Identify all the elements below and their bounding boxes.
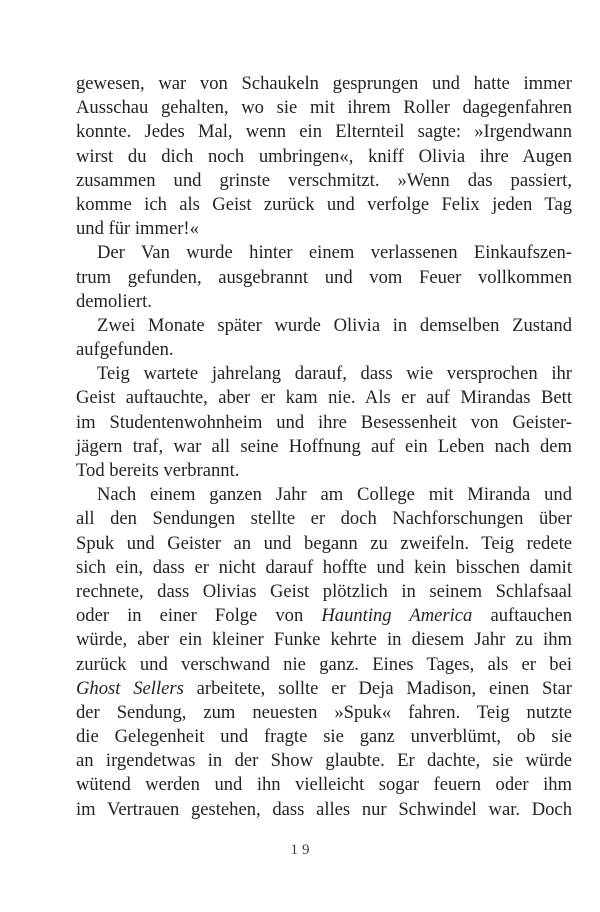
text-segment: all den Sendungen stellte er doch Nachforschungen über xyxy=(76,508,572,530)
text-segment: rechnete, dass Olivias Geist plötzlich in seinem Schlafsaal xyxy=(76,580,572,602)
text-line xyxy=(76,532,572,556)
text-segment: im Vertrauen gestehen, dass alles nur Schwindel war. Doch xyxy=(76,798,572,820)
text-line xyxy=(76,120,572,144)
text-segment: gewesen, war von Schaukeln gesprungen und hatte immer xyxy=(76,73,572,94)
text-line xyxy=(76,483,572,507)
text-line xyxy=(76,411,572,435)
page-number: 19 xyxy=(290,842,314,858)
text-line xyxy=(76,241,572,265)
paragraph xyxy=(76,72,572,241)
text-line xyxy=(76,773,572,797)
text-line xyxy=(76,459,572,483)
text-segment: aufgefunden. xyxy=(76,339,174,361)
text-line xyxy=(76,217,572,241)
text-line xyxy=(76,677,572,701)
text-line xyxy=(76,701,572,725)
text-line xyxy=(76,435,572,459)
text-segment: jägern traf, war all seine Hoffnung auf ein Leben nach dem xyxy=(76,435,572,457)
text-line xyxy=(76,628,572,652)
text-segment: die Gelegenheit und fragte sie ganz unverblümt, ob sie xyxy=(76,726,572,748)
text-segment: sich ein, dass er nicht darauf hoffte und kein bisschen damit xyxy=(76,556,572,578)
text-line xyxy=(76,72,572,96)
text-line xyxy=(76,362,572,386)
text-line xyxy=(76,338,572,362)
text-segment: Spuk und Geister an und begann zu zweifeln. Teig redete xyxy=(76,532,572,554)
text-line xyxy=(76,798,572,822)
text-segment: konnte. Jedes Mal, wenn ein Elternteil sagte: »Irgendwann xyxy=(76,121,572,143)
text-segment: im Studentenwohnheim und ihre Besessenheit von Geister- xyxy=(76,411,572,433)
text-line xyxy=(76,266,572,290)
paragraph xyxy=(76,241,572,314)
text-line xyxy=(76,314,572,338)
text-segment: Teig wartete jahrelang darauf, dass wie versprochen ihr xyxy=(97,363,572,385)
text-line xyxy=(76,386,572,410)
text-segment: würde, aber ein kleiner Funke kehrte in diesem Jahr zu ihm xyxy=(76,629,572,651)
paragraph xyxy=(76,314,572,362)
text-segment: demoliert. xyxy=(76,290,152,312)
italic-text: Ghost Sellers xyxy=(76,677,184,699)
text-segment: komme ich als Geist zurück und verfolge Felix jeden Tag xyxy=(76,193,572,215)
text-segment: wirst du dich noch umbringen«, kniff Olivia ihre Augen xyxy=(76,145,572,167)
text-segment: an irgendetwas in der Show glaubte. Er dachte, sie würde xyxy=(76,750,572,772)
text-segment: zurück und verschwand nie ganz. Eines Tages, als er bei xyxy=(76,653,572,675)
text-line xyxy=(76,556,572,580)
text-segment: Ausschau gehalten, wo sie mit ihrem Roller dagegenfahren xyxy=(76,97,572,119)
text-line xyxy=(76,749,572,773)
text-segment: arbeitete, sollte er Deja Madison, einen Star xyxy=(183,677,572,699)
text-segment: Nach einem ganzen Jahr am College mit Miranda und xyxy=(97,484,572,506)
text-line xyxy=(76,290,572,314)
text-segment: Tod bereits verbrannt. xyxy=(76,460,240,481)
text-segment: oder in einer Folge von xyxy=(76,605,322,627)
paragraph xyxy=(76,483,572,822)
text-segment: zusammen und grinste verschmitzt. »Wenn das passiert, xyxy=(76,169,572,191)
text-line xyxy=(76,725,572,749)
text-line xyxy=(76,580,572,604)
text-segment: auftauchen xyxy=(472,605,573,627)
italic-text: Haunting America xyxy=(321,605,473,627)
text-segment: Zwei Monate später wurde Olivia in demselben Zustand xyxy=(97,314,572,336)
page-text-block xyxy=(76,72,572,822)
text-line xyxy=(76,169,572,193)
text-segment: und für immer!« xyxy=(76,218,199,240)
text-segment: Geist auftauchte, aber er kam nie. Als er auf Mirandas Bett xyxy=(76,387,572,409)
text-line xyxy=(76,604,572,628)
text-segment: trum gefunden, ausgebrannt und vom Feuer vollkommen xyxy=(76,266,572,288)
text-line xyxy=(76,96,572,120)
text-line xyxy=(76,145,572,169)
text-line xyxy=(76,653,572,677)
text-line xyxy=(76,193,572,217)
text-segment: Der Van wurde hinter einem verlassenen Einkaufszen- xyxy=(97,242,572,264)
text-line xyxy=(76,507,572,531)
text-segment: wütend werden und ihn vielleicht sogar feuern oder ihm xyxy=(76,774,572,796)
paragraph xyxy=(76,362,572,483)
text-segment: der Sendung, zum neuesten »Spuk« fahren. Teig nutzte xyxy=(76,701,572,723)
